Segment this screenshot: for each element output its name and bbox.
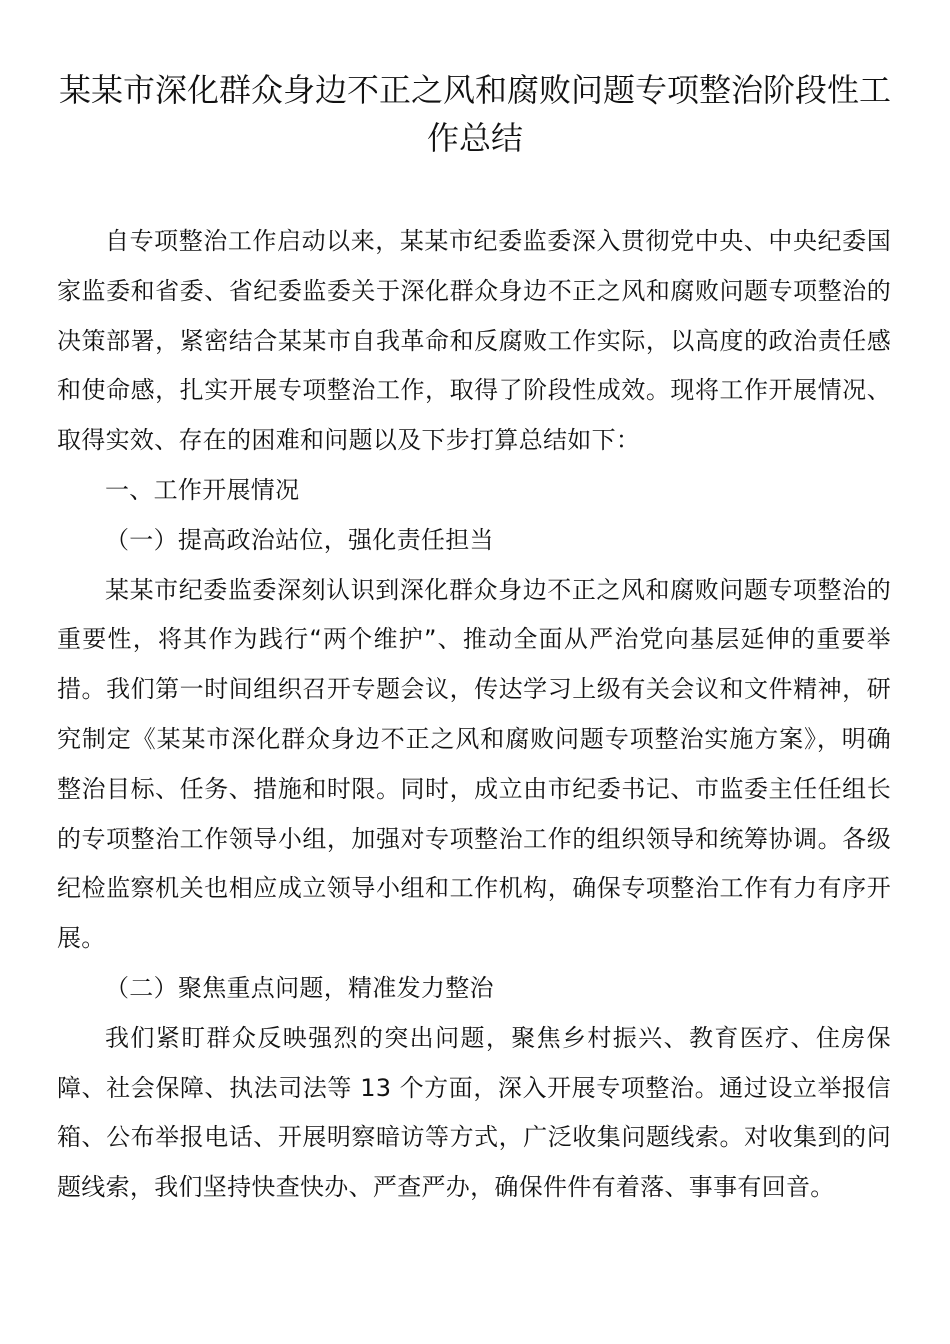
section-heading-1: 一、工作开展情况 bbox=[105, 475, 300, 504]
body-paragraph-1: 某某市纪委监委深刻认识到深化群众身边不正之风和腐败问题专项整治的重要性，将其作为践行“两个维护”、推动全面从严治党向基层延伸的重要举措。我们第一时间组织召开专题会议，传达学习上级有关会议和文件精神，研究制定《某某市深化群众身边不正之风和腐败问题专项整治实施方案》，明确整治目标、任务、措施和时限。同时，成立由市纪委书记、市监委主任任组长的专项整治工作领导小组，加强对专项整治工作的组织领导和统筹协调。各级纪检监察机关也相应成立领导小组和工作机构，确保专项整治工作有力有序开展。 bbox=[57, 575, 891, 953]
document-title: 某某市深化群众身边不正之风和腐败问题专项整治阶段性工作总结 bbox=[58, 71, 891, 157]
intro-paragraph: 自专项整治工作启动以来，某某市纪委监委深入贯彻党中央、中央纪委国家监委和省委、省纪委监委关于深化群众身边不正之风和腐败问题专项整治的决策部署，紧密结合某某市自我革命和反腐败工作实际，以高度的政治责任感和使命感，扎实开展专项整治工作，取得了阶段性成效。现将工作开展情况、取得实效、存在的困难和问题以及下步打算总结如下： bbox=[57, 227, 891, 455]
subsection-heading-2: （二）聚焦重点问题，精准发力整治 bbox=[105, 973, 494, 1002]
subsection-heading-1: （一）提高政治站位，强化责任担当 bbox=[105, 525, 494, 554]
document-body bbox=[57, 217, 891, 1213]
body-paragraph-2: 我们紧盯群众反映强烈的突出问题，聚焦乡村振兴、教育医疗、住房保障、社会保障、执法司法等 13 个方面，深入开展专项整治。通过设立举报信箱、公布举报电话、开展明察暗访等方式，广泛收集问题线索。对收集到的问题线索，我们坚持快查快办、严查严办，确保件件有着落、事事有回音。 bbox=[57, 1023, 891, 1202]
